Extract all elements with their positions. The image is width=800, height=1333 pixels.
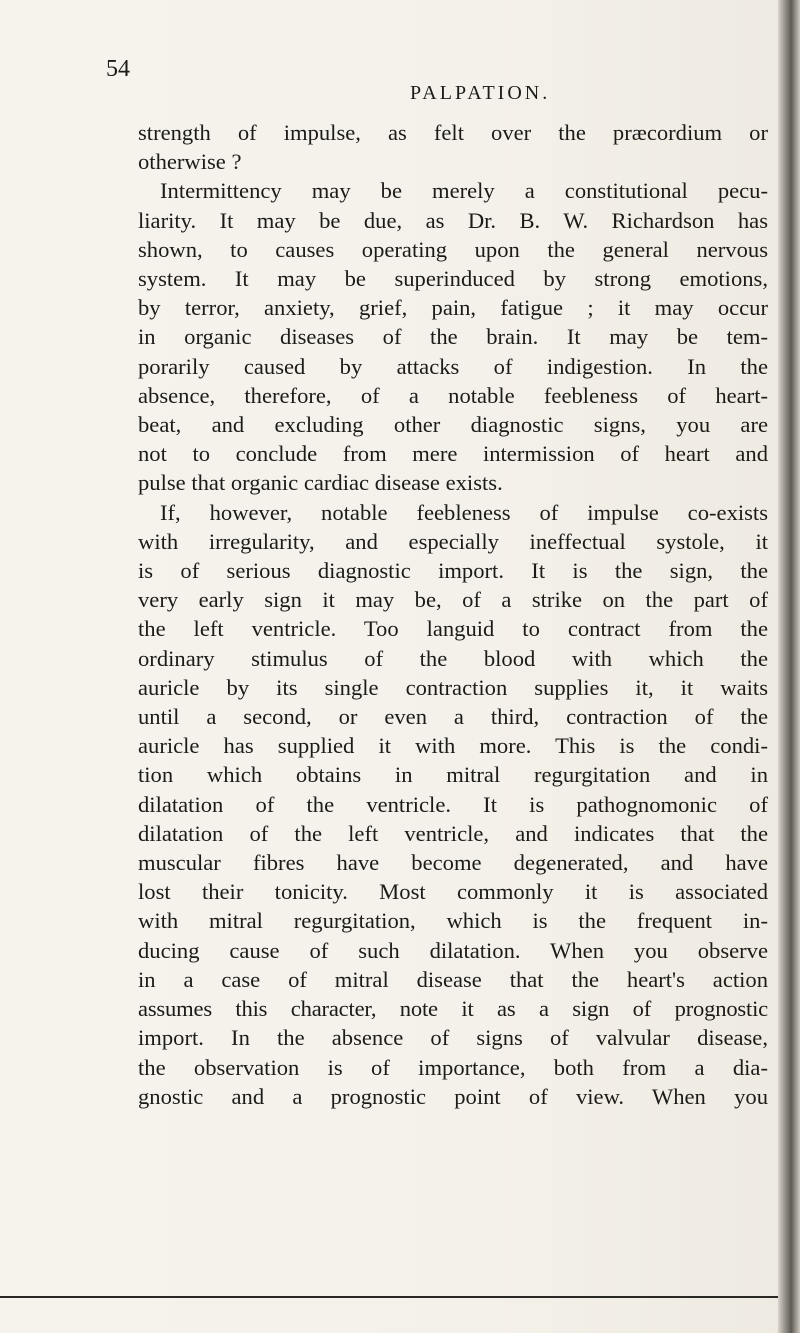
text-line: liarity. It may be due, as Dr. B. W. Richardson has (138, 207, 768, 233)
text-line: dilatation of the ventricle. It is pathognomonic of (138, 791, 768, 817)
text-line: very early sign it may be, of a strike on the part of (138, 587, 768, 613)
text-line: Intermittency may be merely a constitutional pecu- (160, 178, 768, 204)
text-line: is of serious diagnostic import. It is the sign, the (138, 558, 768, 584)
text-line: assumes this character, note it as a sign of prognostic (138, 996, 768, 1022)
text-line: strength of impulse, as felt over the præcordium or (138, 120, 768, 145)
text-line: system. It may be superinduced by strong emotions, (138, 266, 768, 292)
bottom-rule (0, 1296, 800, 1298)
text-line: with mitral regurgitation, which is the frequent in- (138, 908, 768, 934)
text-line: with irregularity, and especially ineffectual systole, it (138, 528, 768, 554)
text-line: by terror, anxiety, grief, pain, fatigue ; it may occur (138, 295, 768, 321)
text-line: auricle has supplied it with more. This is the condi- (138, 733, 768, 759)
text-line: in a case of mitral disease that the heart's action (138, 966, 768, 992)
text-line: ordinary stimulus of the blood with which the (138, 645, 768, 671)
text-line: tion which obtains in mitral regurgitation and in (138, 762, 768, 788)
text-line: shown, to causes operating upon the general nervous (138, 236, 768, 262)
text-line: porarily caused by attacks of indigestion. In the (138, 353, 768, 379)
page-number: 54 (106, 56, 130, 82)
text-line: If, however, notable feebleness of impulse co-exists (160, 499, 768, 525)
text-line: ducing cause of such dilatation. When you observe (138, 937, 768, 963)
text-line: the observation is of importance, both from a dia- (138, 1054, 768, 1080)
text-line: lost their tonicity. Most commonly it is associated (138, 879, 768, 905)
text-line: until a second, or even a third, contraction of the (138, 704, 768, 730)
body-text (138, 118, 768, 1111)
text-line: otherwise ? (138, 149, 242, 175)
text-line: not to conclude from mere intermission of heart and (138, 441, 768, 467)
binding-edge (778, 0, 800, 1333)
text-line: in organic diseases of the brain. It may be tem- (138, 324, 768, 350)
text-line: import. In the absence of signs of valvular disease, (138, 1025, 768, 1051)
text-line: gnostic and a prognostic point of view. When you (138, 1083, 768, 1109)
text-line: the left ventricle. Too languid to contract from the (138, 616, 768, 642)
text-line: absence, therefore, of a notable feebleness of heart- (138, 382, 768, 408)
text-line: muscular fibres have become degenerated, and have (138, 850, 768, 876)
text-line: pulse that organic cardiac disease exists. (138, 470, 503, 496)
text-line: dilatation of the left ventricle, and indicates that the (138, 820, 768, 846)
text-line: beat, and excluding other diagnostic signs, you are (138, 412, 768, 438)
running-head: PALPATION. (410, 82, 551, 104)
text-line: auricle by its single contraction supplies it, it waits (138, 674, 768, 700)
